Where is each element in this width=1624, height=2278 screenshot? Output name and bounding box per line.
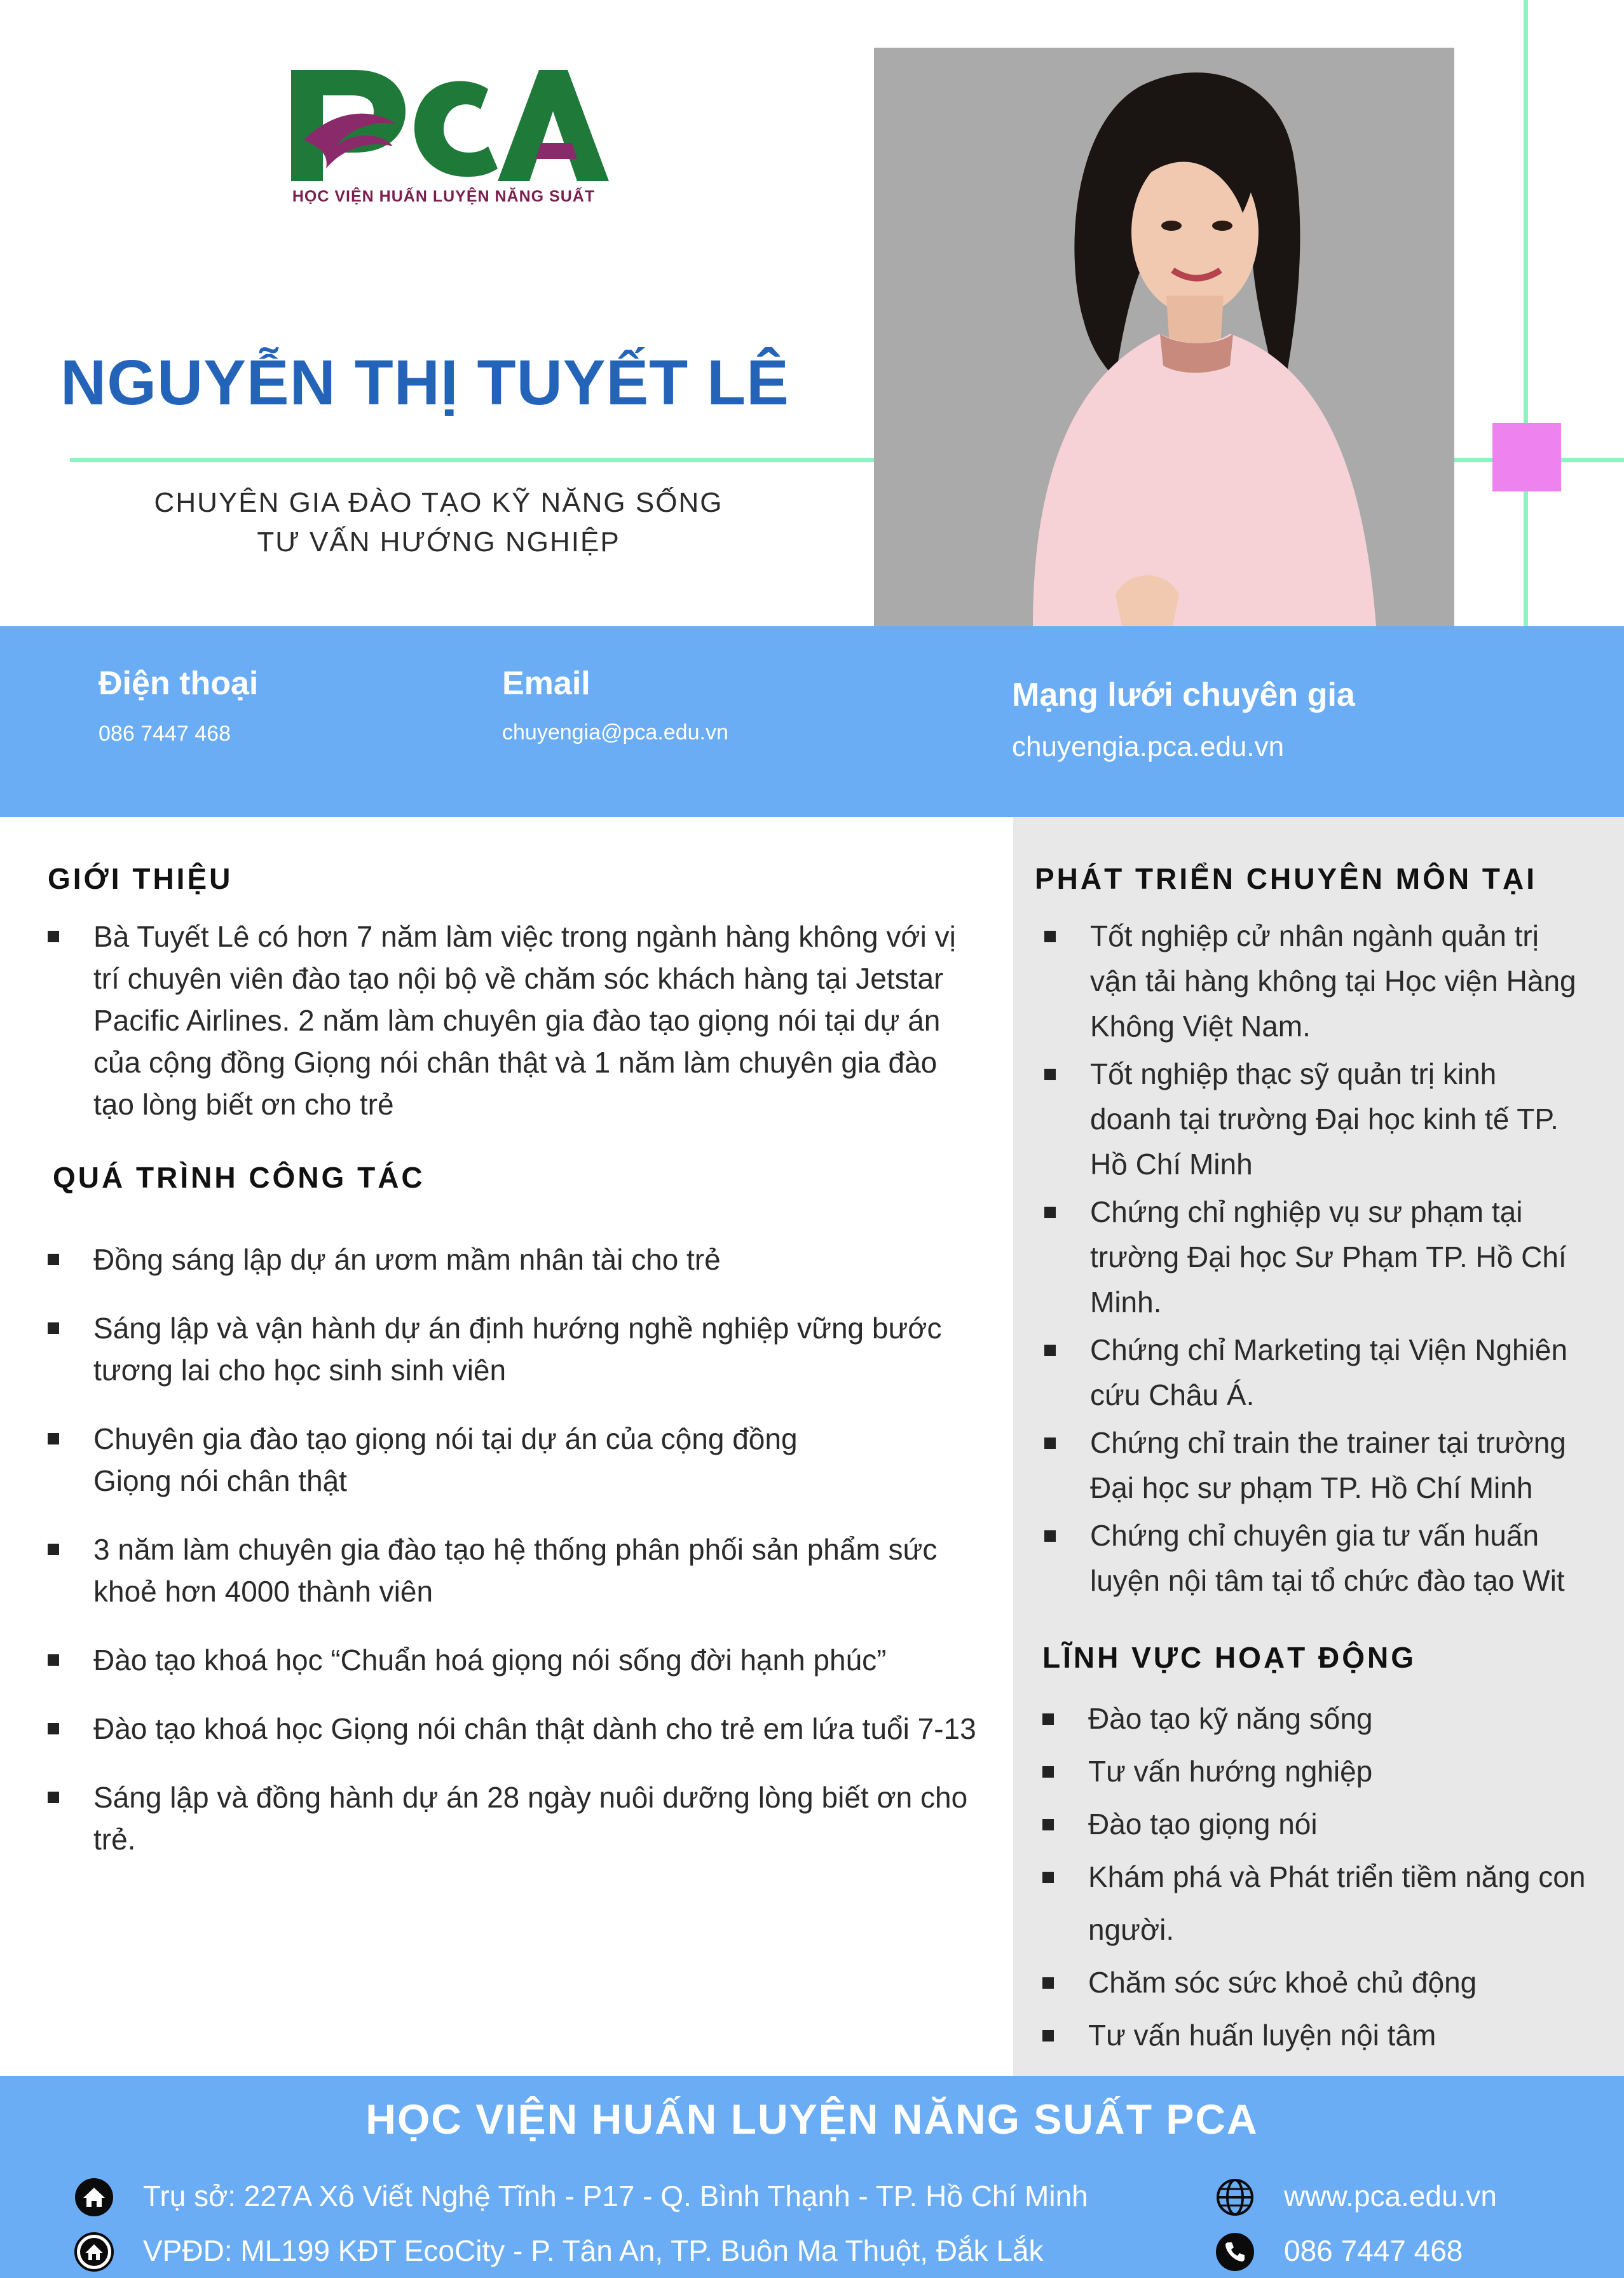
profile-photo (874, 48, 1454, 626)
list-item: Đào tạo kỹ năng sống (1042, 1692, 1589, 1745)
list-item: Tư vấn hướng nghiệp (1042, 1745, 1589, 1798)
list-item: Đào tạo giọng nói (1042, 1798, 1589, 1851)
list-item: Chứng chỉ Marketing tại Viện Nghiên cứu Châu Á. (1044, 1328, 1585, 1418)
logo-tagline: HỌC VIỆN HUẤN LUYỆN NĂNG SUẤT (292, 188, 596, 205)
list-item: Sáng lập và vận hành dự án định hướng nghề nghiệp vững bước tương lai cho học sinh sinh viên (48, 1307, 982, 1391)
decorative-horizontal-line (70, 458, 874, 462)
phone-icon (1215, 2232, 1255, 2272)
list-item: Đào tạo khoá học Giọng nói chân thật dành cho trẻ em lứa tuổi 7-13 (48, 1708, 982, 1750)
footer-website[interactable]: www.pca.edu.vn (1284, 2179, 1497, 2213)
pca-logo (278, 64, 609, 216)
globe-icon (1215, 2178, 1255, 2217)
decorative-pink-square (1492, 423, 1561, 491)
contact-band (0, 626, 1624, 817)
decorative-vertical-line (1524, 0, 1528, 626)
list-item: Tư vấn huấn luyện nội tâm (1042, 2009, 1589, 2062)
list-item: Chứng chỉ nghiệp vụ sư phạm tại trường Đại học Sư Phạm TP. Hồ Chí Minh. (1044, 1190, 1585, 1325)
profile-title-line1: CHUYÊN GIA ĐÀO TẠO KỸ NĂNG SỐNG (154, 487, 723, 518)
development-list (1044, 914, 1585, 1606)
office-icon (74, 2232, 114, 2272)
footer-phone[interactable]: 086 7447 468 (1284, 2234, 1463, 2267)
profile-title (89, 483, 788, 562)
footer-address-branch: VPĐD: ML199 KĐT EcoCity - P. Tân An, TP. Buôn Ma Thuột, Đắk Lắk (143, 2234, 1044, 2267)
list-item: Tốt nghiệp thạc sỹ quản trị kinh doanh tại trường Đại học kinh tế TP. Hồ Chí Minh (1044, 1052, 1585, 1187)
intro-heading: GIỚI THIỆU (48, 862, 233, 895)
network-link[interactable]: chuyengia.pca.edu.vn (1012, 731, 1285, 762)
footer (0, 2076, 1624, 2278)
development-heading: PHÁT TRIỂN CHUYÊN MÔN TẠI (1035, 862, 1537, 895)
pca-logo-mark (278, 64, 609, 184)
profile-name: NGUYỄN THỊ TUYẾT LÊ (60, 347, 789, 418)
list-item: Đào tạo khoá học “Chuẩn hoá giọng nói sống đời hạnh phúc” (48, 1639, 982, 1681)
footer-address-hq: Trụ sở: 227A Xô Viết Nghệ Tĩnh - P17 - Q. Bình Thạnh - TP. Hồ Chí Minh (143, 2179, 1088, 2213)
list-item: Chuyên gia đào tạo giọng nói tại dự án của cộng đồng Giọng nói chân thật (48, 1418, 982, 1502)
fields-list (1042, 1692, 1589, 2062)
fields-heading: LĨNH VỰC HOẠT ĐỘNG (1042, 1641, 1417, 1674)
list-item: Tốt nghiệp cử nhân ngành quản trị vận tải hàng không tại Học viện Hàng Không Việt Nam. (1044, 914, 1585, 1049)
email-label: Email (502, 665, 590, 702)
home-icon (74, 2178, 114, 2217)
list-item: Chăm sóc sức khoẻ chủ động (1042, 1956, 1589, 2009)
intro-list (48, 916, 982, 1125)
list-item: Đồng sáng lập dự án ươm mầm nhân tài cho trẻ (48, 1238, 982, 1280)
phone-value[interactable]: 086 7447 468 (99, 722, 231, 746)
email-value[interactable]: chuyengia@pca.edu.vn (502, 720, 728, 744)
list-item: Chứng chỉ chuyên gia tư vấn huấn luyện nội tâm tại tổ chức đào tạo Wit (1044, 1513, 1585, 1603)
list-item: Khám phá và Phát triển tiềm năng con người. (1042, 1851, 1589, 1956)
list-item: Bà Tuyết Lê có hơn 7 năm làm việc trong ngành hàng không với vị trí chuyên viên đào tạo nội bộ về chăm sóc khách hàng tại Jetstar Pacific Airlines. 2 năm làm chuyên gia đào tạo giọng nói tại dự án của cộng đồng Giọng nói chân thật và 1 năm làm chuyên gia đào tạo lòng biết ơn cho trẻ (48, 916, 982, 1125)
profile-title-line2: TƯ VẤN HƯỚNG NGHIỆP (257, 526, 620, 558)
list-item: Sáng lập và đồng hành dự án 28 ngày nuôi dưỡng lòng biết ơn cho trẻ. (48, 1776, 982, 1860)
network-label: Mạng lưới chuyên gia (1012, 676, 1355, 713)
work-heading: QUÁ TRÌNH CÔNG TÁC (53, 1161, 425, 1194)
list-item: 3 năm làm chuyên gia đào tạo hệ thống phân phối sản phẩm sức khoẻ hơn 4000 thành viên (48, 1528, 982, 1612)
work-list (48, 1238, 982, 1887)
phone-label: Điện thoại (99, 665, 259, 702)
footer-title: HỌC VIỆN HUẤN LUYỆN NĂNG SUẤT PCA (365, 2096, 1259, 2143)
list-item: Chứng chỉ train the trainer tại trường Đại học sư phạm TP. Hồ Chí Minh (1044, 1420, 1585, 1511)
